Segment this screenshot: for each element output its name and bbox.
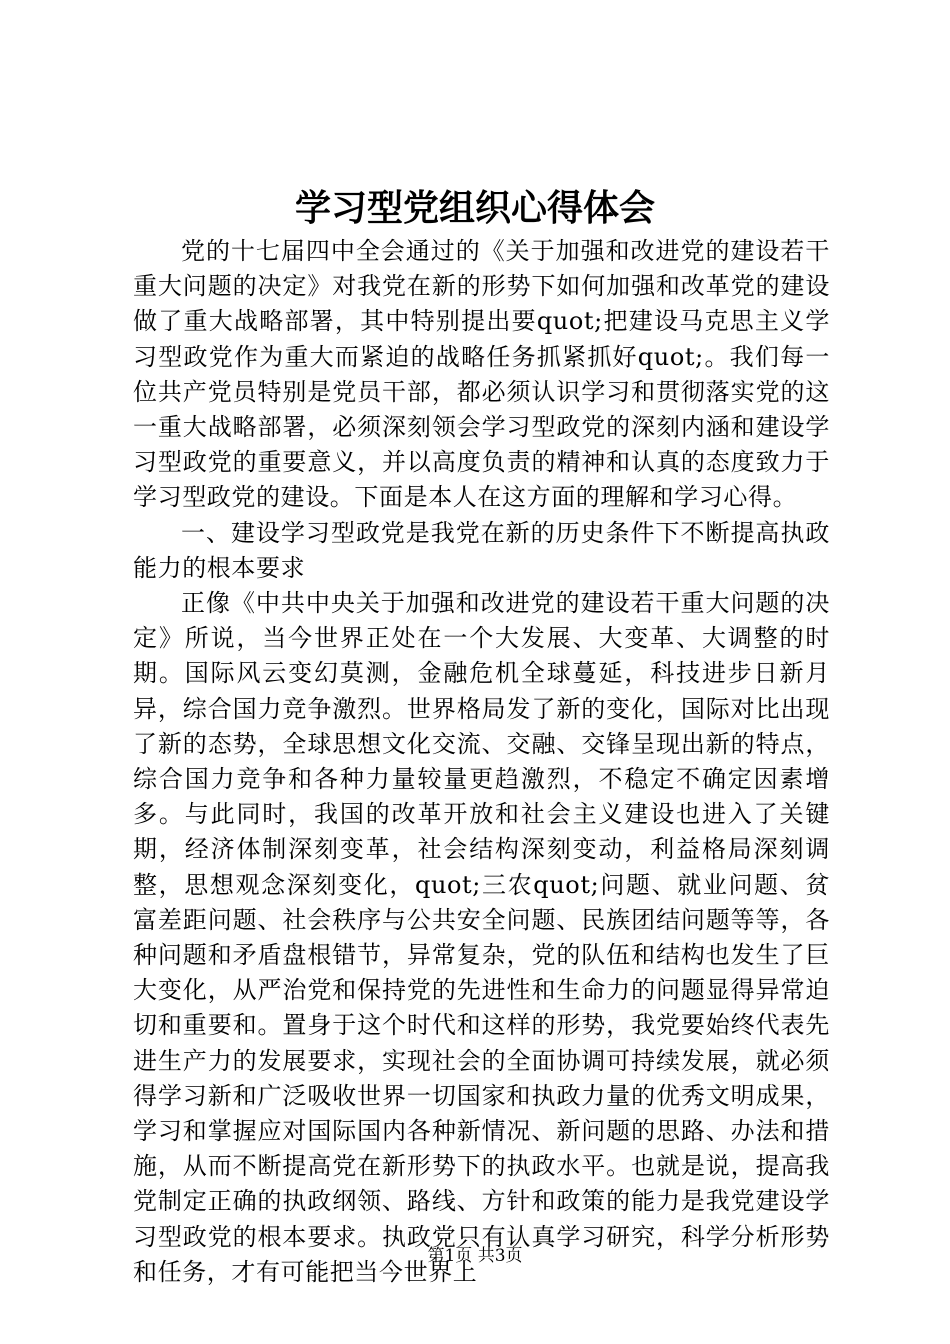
document-title: 学习型党组织心得体会	[294, 187, 655, 229]
page-number-footer: 第1页 共3页	[427, 1246, 523, 1266]
body-paragraph-section-1: 正像《中共中央关于加强和改进党的建设若干重大问题的决定》所说，当今世界正处在一个大发展、大变革、大调整的时期。国际风云变幻莫测，金融危机全球蔓延，科技进步日新月异，综合国力竞争激烈。世界格局发了新的变化，国际对比出现了新的态势，全球思想文化交流、交融、交锋呈现出新的特点，综合国力竞争和各种力量较量更趋激烈，不稳定不确定因素增多。与此同时，我国的改革开放和社会主义建设也进入了关键期，经济体制深刻变革，社会结构深刻变动，利益格局深刻调整，思想观念深刻变化，quot;三农quot;问题、就业问题、贫富差距问题、社会秩序与公共安全问题、民族团结问题等等，各种问题和矛盾盘根错节，异常复杂，党的队伍和结构也发生了巨大变化，从严治党和保持党的先进性和生命力的问题显得异常迫切和重要和。置身于这个时代和这样的形势，我党要始终代表先进生产力的发展要求，实现社会的全面协调可持续发展，就必须得学习新和广泛吸收世界一切国家和执政力量的优秀文明成果，学习和掌握应对国际国内各种新情况、新问题的思路、办法和措施，从而不断提高党在新形势下的执政水平。也就是说，提高我党制定正确的执政纲领、路线、方针和政策的能力是我党建设学习型政党的根本要求。执政党只有认真学习研究，科学分析形势和任务，才有可能把当今世界上	[133, 589, 830, 1286]
body-paragraph-intro: 党的十七届四中全会通过的《关于加强和改进党的建设若干重大问题的决定》对我党在新的形势下如何加强和改革党的建设做了重大战略部署，其中特别提出要quot;把建设马克思主义学习型政党作为重大而紧迫的战略任务抓紧抓好quot;。我们每一位共产党员特别是党员干部，都必须认识学习和贯彻落实党的这一重大战略部署，必须深刻领会学习型政党的深刻内涵和建设学习型政党的重要意义，并以高度负责的精神和认真的态度致力于学习型政党的建设。下面是本人在这方面的理解和学习心得。	[133, 237, 830, 512]
document-body	[133, 234, 830, 1290]
section-heading-1: 一、建设学习型政党是我党在新的历史条件下不断提高执政能力的根本要求	[133, 518, 830, 582]
